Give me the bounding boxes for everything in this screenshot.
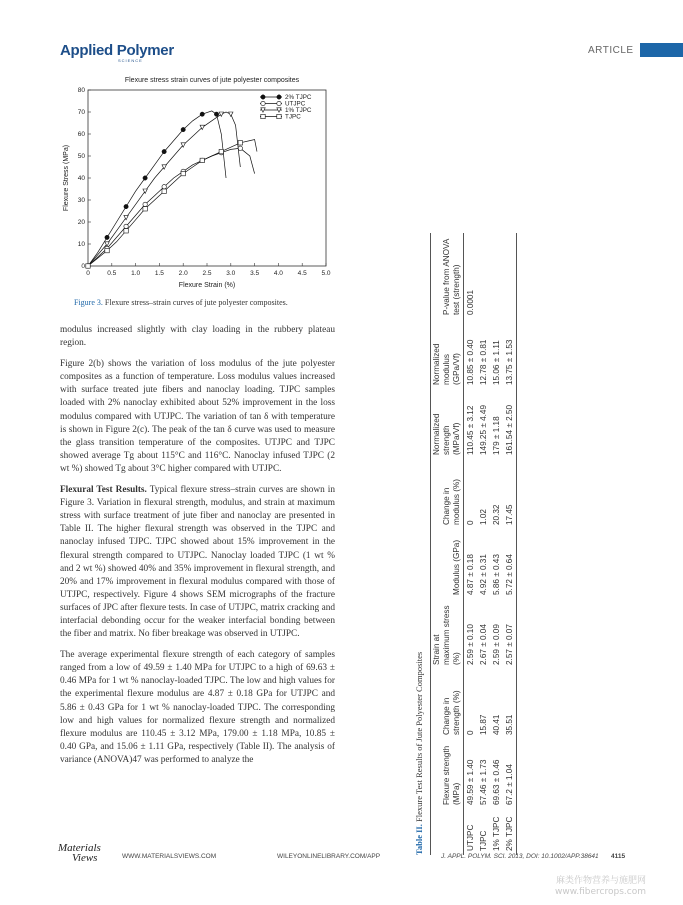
x-tick-label: 3.0: [226, 270, 236, 277]
watermark: [555, 876, 646, 898]
table-cell: 110.45 ± 3.12: [466, 405, 475, 455]
table-cell: 5.72 ± 0.64: [503, 529, 517, 599]
footer-site-1[interactable]: WWW.MATERIALSVIEWS.COM: [122, 853, 217, 860]
y-tick-label: 40: [77, 175, 85, 183]
data-point: [238, 146, 242, 150]
table-caption: [414, 652, 424, 855]
data-point: [143, 207, 147, 211]
journal-logo: Applied Polymer: [60, 42, 174, 59]
article-color-bar: [640, 43, 683, 57]
y-tick-label: 10: [77, 241, 85, 249]
x-tick-label: 4.5: [297, 270, 307, 277]
watermark-line-1: 麻类作物营养与施肥网: [555, 876, 646, 886]
data-point: [219, 149, 223, 153]
legend-marker: [261, 95, 265, 99]
data-point: [143, 176, 147, 180]
table-cell: 13.75 ± 1.53: [503, 319, 517, 389]
table-cell: 1.02: [479, 509, 488, 525]
table-cell: 15.06 ± 1.11: [492, 340, 501, 385]
table-cell: [503, 233, 517, 319]
data-point: [214, 112, 218, 116]
table-cell: TJPC: [479, 830, 488, 851]
figure-caption: [74, 298, 344, 307]
data-point: [105, 235, 109, 239]
figure-caption-text: Flexure stress–strain curves of jute polyester composites.: [104, 298, 288, 307]
series-line: [88, 148, 255, 266]
x-tick-label: 2.0: [178, 270, 188, 277]
paragraph-4: The average experimental flexure strength of each category of samples ranged from a low of 49.59 ± 1.40 MPa for UTJPC to a high of 69.63 ± 0.46 MPa for 1 wt % nanoclay-loaded TJPC. The low and high values for the experimental flexure modulus are 4.87 ± 0.18 GPa for UTJPC and 5.86 ± 0.43 GPa for 1 wt % nanoclay-loaded TJPC. The corresponding low and high values for normalized flexure strength and normalized flexure modulus are 110.45 ± 3.12 MPa, 179.00 ± 1.18 MPa, 10.85 ± 0.40 GPa, and 15.06 ± 1.11 GPa, respectively (Table II). The analysis of variance (ANOVA)47 was performed to analyze the: [60, 650, 335, 765]
table-header-cell: Modulus (GPa): [431, 529, 464, 599]
table-rotated-block: [384, 75, 514, 855]
table-header-cell: Change in modulus (%): [431, 459, 464, 529]
logo-line-2: Views: [72, 852, 98, 864]
flexure-chart: [55, 82, 355, 292]
y-tick-label: 30: [77, 197, 85, 205]
legend-label: UTJPC: [285, 100, 306, 108]
results-table: [430, 233, 517, 855]
legend-label: 2% TJPC: [285, 94, 312, 102]
x-tick-label: 0.5: [107, 270, 117, 277]
table-header-cell: [431, 809, 464, 855]
figure-caption-label: Figure 3.: [74, 298, 103, 307]
data-point: [124, 224, 128, 228]
legend-marker: [261, 114, 265, 118]
data-point: [200, 158, 204, 162]
table-cell: 2% TJPC: [503, 809, 517, 855]
paragraph-1: modulus increased slightly with clay loading in the rubbery plateau region.: [60, 325, 335, 349]
paragraph-2: Figure 2(b) shows the variation of loss modulus of the jute polyester composites as a function of temperature. Loss modulus values increased with surface treated jute fibers and nanoclay loading. TJPC samples loaded with 2% nanoclay exhibited about 52% improvement in the loss modulus compared with UTJPC. The variation of tan δ with temperature is shown in Figure 2(c). The peak of the tan δ curve was used to measure the glass transition temperature of the composites. UTJPC and TJPC showed average Tg about 115°C and 116°C. Nanoclay infused TJPC (2 wt %) showed Tg about 3°C higher compared with UTJPC.: [60, 359, 335, 474]
chart-title: Flexure stress strain curves of jute polyester composites: [124, 77, 300, 84]
body-column: [60, 324, 335, 775]
data-point: [181, 127, 185, 131]
footer-site-2[interactable]: WILEYONLINELIBRARY.COM/APP: [277, 853, 381, 860]
table-cell: 57.46 ± 1.73: [479, 759, 488, 805]
table-header-cell: Strain at maximum stress (%): [431, 599, 464, 669]
table-header-row: [431, 233, 464, 855]
table-cell: [477, 233, 490, 319]
table-cell: 2.59 ± 0.09: [492, 624, 501, 665]
table-cell: 2.67 ± 0.04: [479, 624, 488, 665]
table-cell: 0: [466, 730, 475, 735]
article-label: ARTICLE: [588, 45, 634, 56]
legend-marker: [277, 95, 281, 99]
table-cell: 149.25 ± 4.49: [479, 404, 488, 455]
table-cell: UTJPC: [466, 824, 475, 851]
table-cell: 5.86 ± 0.43: [492, 554, 501, 595]
materialsviews-logo: [58, 843, 101, 863]
y-tick-label: 60: [77, 131, 85, 139]
paragraph-3: [60, 484, 335, 641]
table-cell: 161.54 ± 2.50: [503, 389, 517, 459]
legend-label: TJPC: [285, 113, 301, 121]
data-point: [200, 112, 204, 116]
paragraph-3-text: Typical flexure stress–strain curves are shown in Figure 3. Variation in flexural strength, modulus, and strain at maximum stress with surface treatment of jute fiber and nanoclay are presented in Table II. The higher flexural strength was observed in the TJPC and nanoclay infused TJPC. TJPC showed about 15% improvement in the flexural strength compared to UTJPC. Nanoclay loaded TJPC (1 wt % and 2 wt %) showed 40% and 35% improvement in flexural strength, and 20% and 17% improvement in flexural modulus compared with those of UTJPC, respectively. Figure 4 shows SEM micrographs of the fracture surfaces of JPC after flexure tests. In case of UTJPC, matrix cracking and interfacial debonding occur for the weaker interfacial bonding between the fiber and matrix. No fiber breakage was observed in UTJPC.: [60, 485, 335, 640]
page-number: 4115: [611, 853, 626, 860]
table-cell: 67.2 ± 1.04: [503, 739, 517, 809]
legend-label: 1% TJPC: [285, 107, 312, 115]
x-tick-label: 2.5: [202, 270, 212, 277]
table-cell: 49.59 ± 1.40: [466, 759, 475, 805]
table-cell: 0: [466, 520, 475, 525]
data-point: [86, 264, 90, 268]
x-axis-label: Flexure Strain (%): [178, 282, 236, 289]
table-body: [464, 233, 517, 855]
y-tick-label: 0: [81, 263, 85, 271]
data-point: [105, 248, 109, 252]
y-tick-label: 50: [77, 153, 85, 161]
journal-logo-sub: SCIENCE: [118, 58, 143, 63]
table-cell: 0.0001: [466, 289, 475, 315]
data-point: [162, 189, 166, 193]
table-row: [464, 233, 478, 855]
table-cell: 12.78 ± 0.81: [479, 339, 488, 385]
watermark-line-2: www.fibercrops.com: [555, 887, 646, 897]
x-tick-label: 4.0: [273, 270, 283, 277]
y-tick-label: 80: [77, 87, 85, 95]
legend-marker: [261, 101, 265, 105]
x-tick-label: 0: [86, 270, 90, 277]
x-tick-label: 3.5: [250, 270, 260, 277]
table-header-cell: P-value from ANOVA test (strength): [431, 233, 464, 319]
table-cell: 2.57 ± 0.07: [503, 599, 517, 669]
table-header-cell: Flexure strength (MPa): [431, 739, 464, 809]
legend-marker: [277, 101, 281, 105]
table-header-cell: Normalized strength (MPa/Vf): [431, 389, 464, 459]
table-cell: 1% TJPC: [492, 816, 501, 851]
table-caption-label: Table II.: [414, 824, 424, 855]
table-cell: 15.87: [479, 714, 488, 735]
data-point: [124, 204, 128, 208]
section-heading: Flexural Test Results.: [60, 485, 147, 496]
table-cell: 20.32: [492, 504, 501, 525]
table-cell: 17.45: [503, 459, 517, 529]
x-tick-label: 1.5: [154, 270, 164, 277]
table-header-cell: Normalized modulus (GPa/Vf): [431, 319, 464, 389]
table-row: [490, 233, 503, 855]
data-point: [229, 112, 233, 116]
y-tick-label: 20: [77, 219, 85, 227]
data-point: [238, 141, 242, 145]
x-tick-label: 1.0: [131, 270, 141, 277]
data-point: [219, 112, 223, 116]
x-tick-label: 5.0: [321, 270, 331, 277]
table-cell: 69.63 ± 0.46: [492, 759, 501, 805]
logo-line-1: Materials: [58, 842, 101, 854]
table-cell: 35.51: [503, 669, 517, 739]
table-header-cell: Change in strength (%): [431, 669, 464, 739]
table-caption-text: Flexure Test Results of Jute Polyester Composites: [414, 651, 424, 822]
table-cell: 10.85 ± 0.40: [466, 339, 475, 385]
table-row: [503, 233, 517, 855]
data-point: [162, 149, 166, 153]
table-cell: 4.92 ± 0.31: [479, 554, 488, 595]
y-tick-label: 70: [77, 109, 85, 117]
table-cell: 179 ± 1.18: [492, 416, 501, 455]
table-row: [477, 233, 490, 855]
data-point: [162, 185, 166, 189]
data-point: [143, 202, 147, 206]
data-point: [181, 171, 185, 175]
table-cell: 4.87 ± 0.18: [466, 554, 475, 595]
legend-marker: [277, 114, 281, 118]
series-line: [88, 140, 257, 267]
data-point: [124, 229, 128, 233]
table-cell: 40.41: [492, 714, 501, 735]
y-axis-label: Flexure Stress (MPa): [63, 144, 70, 212]
table-cell: 2.59 ± 0.10: [466, 624, 475, 665]
table-cell: [490, 233, 503, 319]
footer-citation: J. APPL. POLYM. SCI. 2013, DOI: 10.1002/APP.38641: [441, 853, 599, 860]
